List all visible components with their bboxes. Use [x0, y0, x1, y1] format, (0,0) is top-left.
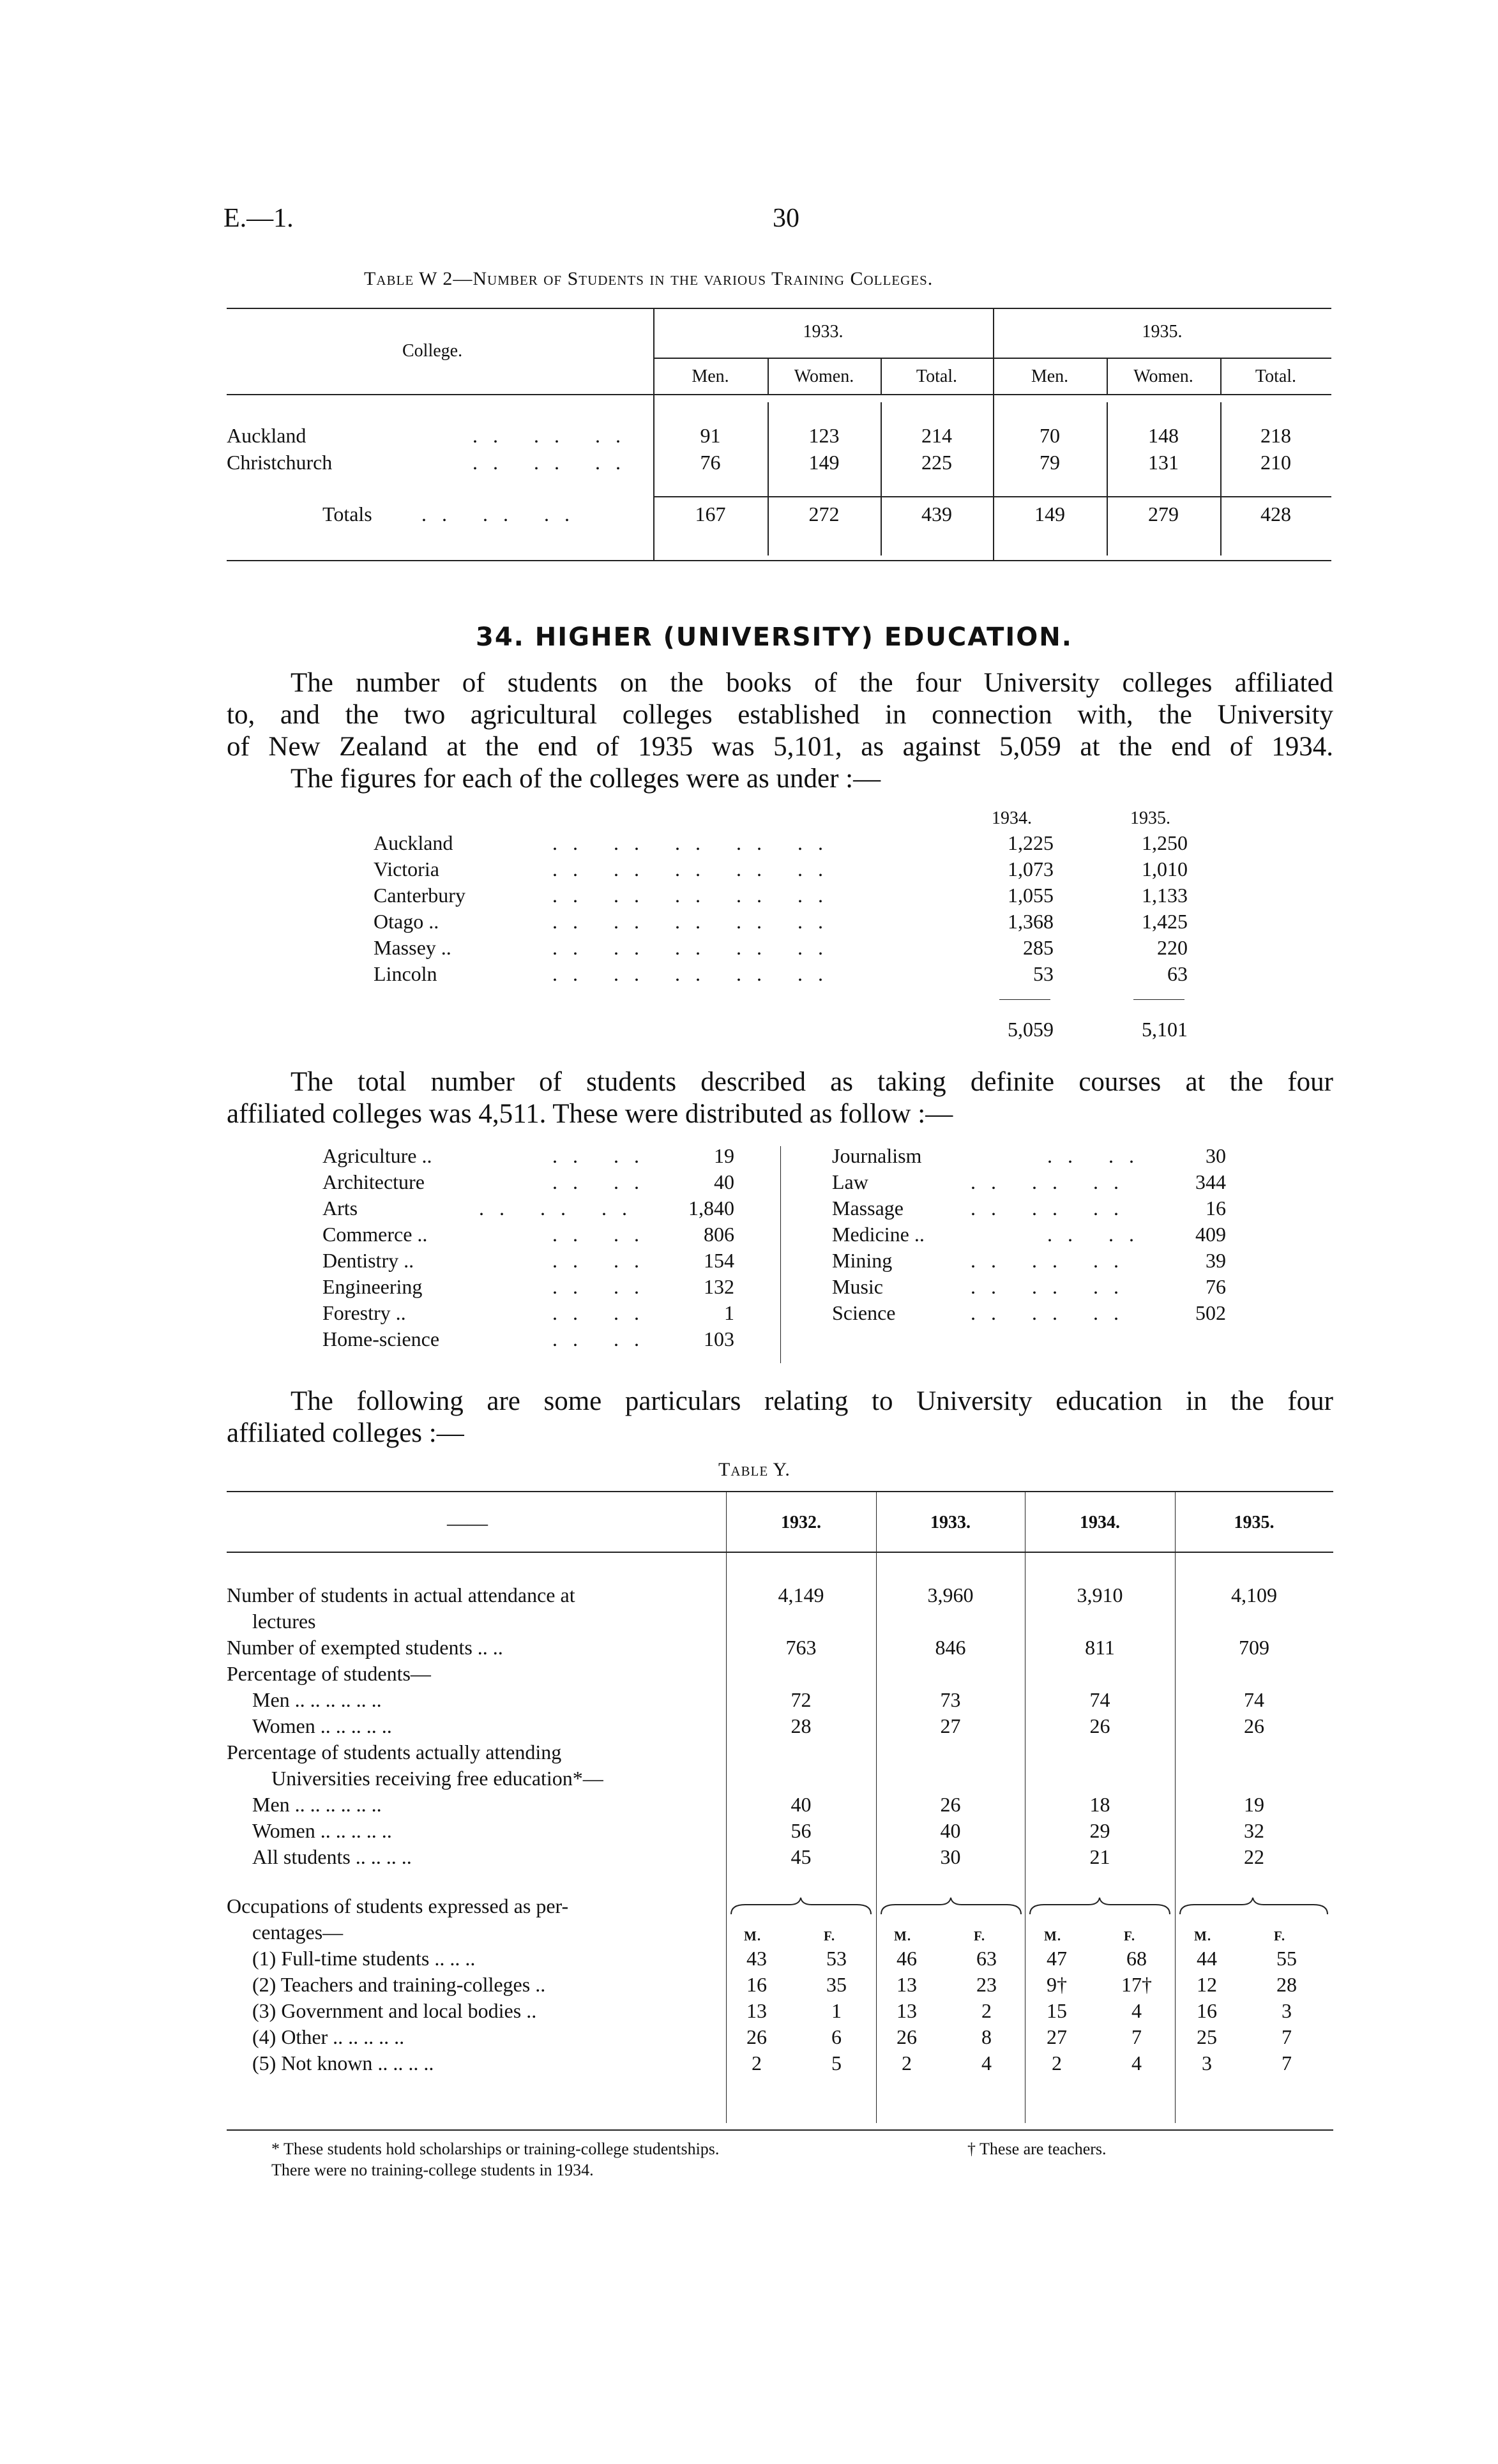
- row-leader: .. .. ..: [473, 424, 636, 447]
- subhead: Total.: [916, 367, 958, 386]
- row-leader: .. .. .. .. ..: [552, 936, 838, 959]
- college-value-1934: 285: [1023, 936, 1054, 959]
- row-leader: .. .. ..: [971, 1197, 1134, 1220]
- paragraph-2: [227, 1066, 1333, 1130]
- cell-value: 2: [902, 2052, 912, 2075]
- cell-value: 74: [1244, 1688, 1264, 1711]
- cell-value: 4,109: [1231, 1583, 1277, 1606]
- row-leader: .. ..: [552, 1223, 654, 1246]
- cell-value: 16: [1197, 1999, 1217, 2022]
- course-value: 409: [1195, 1223, 1226, 1246]
- college-name: Auckland: [374, 831, 453, 854]
- row-label: Universities receiving free education*—: [271, 1767, 603, 1790]
- cell-value: 30: [940, 1845, 961, 1868]
- footnote-star-2: There were no training-college students in 1934.: [271, 2161, 594, 2179]
- cell-value: 44: [1197, 1947, 1217, 1970]
- cell-value: 4: [981, 2052, 992, 2075]
- cell-value: 68: [1126, 1947, 1147, 1970]
- college-value-1934: 1,225: [1008, 831, 1054, 854]
- course-name: Dentistry ..: [322, 1249, 414, 1272]
- cell-value: 21: [1089, 1845, 1110, 1868]
- course-name: Forestry ..: [322, 1301, 406, 1324]
- course-name: Agriculture ..: [322, 1144, 432, 1167]
- course-name: Commerce ..: [322, 1223, 428, 1246]
- year-header: 1934.: [1080, 1513, 1120, 1532]
- cell-value: 4: [1131, 1999, 1142, 2022]
- mf-label: M.: [1194, 1928, 1212, 1944]
- cell-value: 26: [1089, 1714, 1110, 1737]
- cell-value: 19: [1244, 1793, 1264, 1816]
- occupations-label: centages—: [252, 1921, 344, 1944]
- section-heading: 34. HIGHER (UNIVERSITY) EDUCATION.: [476, 623, 1073, 652]
- cell-value: 40: [940, 1819, 961, 1842]
- college-header: College.: [402, 341, 463, 361]
- college-name: Otago ..: [374, 910, 439, 933]
- row-label: Women .. .. .. .. ..: [252, 1819, 392, 1842]
- college-value-1934: 1,073: [1008, 858, 1054, 881]
- paragraph-line: affiliated colleges was 4,511. These were distributed as follow :—: [227, 1099, 953, 1129]
- mf-brace-group: [726, 1895, 1333, 1921]
- paragraph-line: of New Zealand at the end of 1935 was 5,101, as against 5,059 at the end of 1934.: [227, 732, 1333, 762]
- course-value: 30: [1206, 1144, 1226, 1167]
- cell-value: 26: [897, 2025, 917, 2048]
- corner-dash: ——: [447, 1511, 488, 1534]
- cell-value: 76: [700, 451, 721, 474]
- cell-value: 72: [791, 1688, 812, 1711]
- cell-value: 3: [1282, 1999, 1292, 2022]
- row-leader: .. .. .. .. ..: [552, 884, 838, 907]
- mf-label: F.: [974, 1928, 986, 1944]
- cell-value: 167: [695, 503, 726, 525]
- row-label: Totals: [322, 503, 372, 525]
- cell-value: 55: [1276, 1947, 1297, 1970]
- cell-value: 149: [808, 451, 840, 474]
- paragraph-line: affiliated colleges :—: [227, 1418, 464, 1448]
- row-leader: .. ..: [1047, 1223, 1149, 1246]
- mf-label: M.: [1044, 1928, 1062, 1944]
- cell-value: 26: [940, 1793, 961, 1816]
- colleges-total-1934: 5,059: [1008, 1018, 1054, 1041]
- year-header: 1935.: [1234, 1513, 1275, 1532]
- paragraph-1: [227, 667, 1333, 795]
- college-name: Victoria: [374, 858, 439, 881]
- cell-value: 79: [1040, 451, 1060, 474]
- college-name: Canterbury: [374, 884, 465, 907]
- year-header-1933: 1933.: [803, 322, 844, 342]
- cell-value: 26: [746, 2025, 767, 2048]
- cell-value: 29: [1089, 1819, 1110, 1842]
- cell-value: 43: [746, 1947, 767, 1970]
- course-value: 16: [1206, 1197, 1226, 1220]
- cell-value: 46: [897, 1947, 917, 1970]
- cell-value: 763: [785, 1636, 817, 1659]
- footnote-dagger: † These are teachers.: [967, 2140, 1107, 2158]
- footnote-star: * These students hold scholarships or training-college studentships.: [271, 2140, 720, 2158]
- cell-value: 12: [1197, 1973, 1217, 1996]
- occupation-label: (3) Government and local bodies ..: [252, 1999, 537, 2022]
- year-header-1934: 1934.: [992, 808, 1032, 828]
- cell-value: 18: [1089, 1793, 1110, 1816]
- row-leader: .. ..: [552, 1275, 654, 1298]
- cell-value: 27: [940, 1714, 961, 1737]
- row-leader: .. .. ..: [473, 451, 636, 474]
- college-value-1935: 220: [1157, 936, 1188, 959]
- cell-value: 35: [826, 1973, 847, 1996]
- year-header: 1933.: [930, 1513, 971, 1532]
- college-value-1935: 1,425: [1142, 910, 1188, 933]
- row-leader: .. .. ..: [421, 503, 585, 525]
- row-label: Number of students in actual attendance at: [227, 1583, 575, 1606]
- occupation-label: (5) Not known .. .. .. ..: [252, 2052, 434, 2075]
- subhead: Men.: [692, 367, 729, 386]
- cell-value: 7: [1282, 2052, 1292, 2075]
- course-value: 19: [714, 1144, 734, 1167]
- table-w2-caption: Table W 2—Number of Students in the various Training Colleges.: [364, 268, 934, 289]
- cell-value: 3,960: [927, 1583, 974, 1606]
- occupation-label: (1) Full-time students .. .. ..: [252, 1947, 476, 1970]
- colleges-total-1935: 5,101: [1142, 1018, 1188, 1041]
- college-value-1934: 1,368: [1008, 910, 1054, 933]
- cell-value: 272: [808, 503, 840, 525]
- cell-value: 91: [700, 424, 721, 447]
- cell-value: 45: [791, 1845, 812, 1868]
- year-header-1935: 1935.: [1142, 322, 1183, 342]
- college-value-1934: 1,055: [1008, 884, 1054, 907]
- cell-value: 811: [1085, 1636, 1115, 1659]
- cell-value: 210: [1260, 451, 1291, 474]
- cell-value: 428: [1260, 503, 1291, 525]
- row-label: Christchurch: [227, 451, 333, 474]
- cell-value: 26: [1244, 1714, 1264, 1737]
- cell-value: 439: [921, 503, 952, 525]
- subhead: Total.: [1255, 367, 1297, 386]
- row-label: All students .. .. .. ..: [252, 1845, 412, 1868]
- cell-value: 63: [976, 1947, 997, 1970]
- cell-value: 17†: [1121, 1973, 1152, 1996]
- section-code: E.—1.: [223, 204, 294, 233]
- cell-value: 131: [1148, 451, 1179, 474]
- cell-value: 16: [746, 1973, 767, 1996]
- course-name: Engineering: [322, 1275, 423, 1298]
- paragraph-3: [227, 1386, 1333, 1449]
- mf-label: M.: [894, 1928, 912, 1944]
- cell-value: 8: [981, 2025, 992, 2048]
- row-label: Percentage of students actually attending: [227, 1741, 562, 1764]
- cell-value: 56: [791, 1819, 812, 1842]
- course-name: Medicine ..: [832, 1223, 925, 1246]
- college-name: Massey ..: [374, 936, 451, 959]
- mf-label: F.: [824, 1928, 836, 1944]
- row-leader: .. ..: [552, 1144, 654, 1167]
- cell-value: 1: [831, 1999, 842, 2022]
- course-value: 39: [1206, 1249, 1226, 1272]
- row-leader: .. .. .. .. ..: [552, 858, 838, 881]
- year-header: 1932.: [781, 1513, 821, 1532]
- course-name: Law: [832, 1170, 868, 1193]
- cell-value: 23: [976, 1973, 997, 1996]
- cell-value: 5: [831, 2052, 842, 2075]
- course-name: Music: [832, 1275, 883, 1298]
- cell-value: 53: [826, 1947, 847, 1970]
- course-value: 40: [714, 1170, 734, 1193]
- course-name: Arts: [322, 1197, 358, 1220]
- row-leader: .. .. ..: [971, 1249, 1134, 1272]
- college-value-1935: 1,250: [1142, 831, 1188, 854]
- subhead: Men.: [1031, 367, 1069, 386]
- course-value: 344: [1195, 1170, 1226, 1193]
- course-name: Home-science: [322, 1327, 440, 1350]
- cell-value: 25: [1197, 2025, 1217, 2048]
- cell-value: 7: [1131, 2025, 1142, 2048]
- course-value: 1: [724, 1301, 734, 1324]
- paragraph-line: The following are some particulars relating to University education in the four: [291, 1386, 1333, 1416]
- course-name: Science: [832, 1301, 896, 1324]
- cell-value: 846: [935, 1636, 966, 1659]
- cell-value: 32: [1244, 1819, 1264, 1842]
- row-label: Number of exempted students .. ..: [227, 1636, 503, 1659]
- row-label: Percentage of students—: [227, 1662, 431, 1685]
- row-leader: .. .. ..: [971, 1170, 1134, 1193]
- occupation-label: (2) Teachers and training-colleges ..: [252, 1973, 546, 1996]
- course-value: 806: [704, 1223, 734, 1246]
- row-leader: .. .. .. .. ..: [552, 910, 838, 933]
- row-label: Men .. .. .. .. .. ..: [252, 1793, 382, 1816]
- cell-value: 28: [1276, 1973, 1297, 1996]
- paragraph-line: The total number of students described as taking definite courses at the four: [291, 1067, 1333, 1097]
- course-value: 1,840: [688, 1197, 734, 1220]
- cell-value: 2: [981, 1999, 992, 2022]
- mf-label: M.: [744, 1928, 762, 1944]
- cell-value: 73: [940, 1688, 961, 1711]
- course-name: Architecture: [322, 1170, 425, 1193]
- row-leader: .. ..: [552, 1170, 654, 1193]
- row-label: Men .. .. .. .. .. ..: [252, 1688, 382, 1711]
- row-leader: .. ..: [552, 1249, 654, 1272]
- cell-value: 13: [746, 1999, 767, 2022]
- paragraph-line: to, and the two agricultural colleges established in connection with, the University: [227, 700, 1333, 730]
- course-name: Massage: [832, 1197, 904, 1220]
- subhead: Women.: [1133, 367, 1193, 386]
- cell-value: 22: [1244, 1845, 1264, 1868]
- cell-value: 40: [791, 1793, 812, 1816]
- cell-value: 7: [1282, 2025, 1292, 2048]
- cell-value: 47: [1047, 1947, 1067, 1970]
- cell-value: 15: [1047, 1999, 1067, 2022]
- mf-label: F.: [1124, 1928, 1136, 1944]
- occupations-label: Occupations of students expressed as per-: [227, 1894, 569, 1917]
- row-leader: .. ..: [552, 1327, 654, 1350]
- college-value-1935: 1,010: [1142, 858, 1188, 881]
- cell-value: 4: [1131, 2052, 1142, 2075]
- subhead: Women.: [794, 367, 854, 386]
- cell-value: 3: [1202, 2052, 1212, 2075]
- college-value-1934: 53: [1033, 962, 1054, 985]
- row-leader: .. .. ..: [971, 1301, 1134, 1324]
- course-value: 132: [704, 1275, 734, 1298]
- course-value: 103: [704, 1327, 734, 1350]
- page-number: 30: [773, 204, 799, 233]
- college-value-1935: 1,133: [1142, 884, 1188, 907]
- cell-value: 214: [921, 424, 952, 447]
- row-leader: .. .. .. .. ..: [552, 962, 838, 985]
- paragraph-line: The figures for each of the colleges were as under :—: [291, 764, 881, 794]
- cell-value: 279: [1148, 503, 1179, 525]
- row-label: Auckland: [227, 424, 306, 447]
- cell-value: 9†: [1047, 1973, 1067, 1996]
- college-name: Lincoln: [374, 962, 437, 985]
- cell-value: 123: [808, 424, 840, 447]
- year-header-1935: 1935.: [1130, 808, 1170, 828]
- cell-value: 13: [897, 1999, 917, 2022]
- cell-value: 148: [1148, 424, 1179, 447]
- row-leader: .. ..: [1047, 1144, 1149, 1167]
- cell-value: 2: [1052, 2052, 1062, 2075]
- cell-value: 6: [831, 2025, 842, 2048]
- course-name: Mining: [832, 1249, 893, 1272]
- cell-value: 27: [1047, 2025, 1067, 2048]
- row-leader: .. ..: [552, 1301, 654, 1324]
- college-value-1935: 63: [1167, 962, 1188, 985]
- paragraph-line: The number of students on the books of the four University colleges affiliated: [291, 668, 1333, 698]
- table-y-caption: Table Y.: [718, 1459, 791, 1480]
- cell-value: 3,910: [1077, 1583, 1123, 1606]
- cell-value: 709: [1239, 1636, 1269, 1659]
- row-leader: .. .. ..: [971, 1275, 1134, 1298]
- cell-value: 4,149: [778, 1583, 824, 1606]
- course-value: 154: [704, 1249, 734, 1272]
- row-label: Women .. .. .. .. ..: [252, 1714, 392, 1737]
- course-name: Journalism: [832, 1144, 922, 1167]
- row-label: lectures: [252, 1610, 316, 1633]
- cell-value: 225: [921, 451, 952, 474]
- cell-value: 74: [1089, 1688, 1110, 1711]
- cell-value: 2: [752, 2052, 762, 2075]
- course-value: 76: [1206, 1275, 1226, 1298]
- mf-label: F.: [1274, 1928, 1286, 1944]
- row-leader: .. .. .. .. ..: [552, 831, 838, 854]
- course-value: 502: [1195, 1301, 1226, 1324]
- cell-value: 70: [1040, 424, 1060, 447]
- cell-value: 13: [897, 1973, 917, 1996]
- cell-value: 149: [1034, 503, 1065, 525]
- cell-value: 218: [1260, 424, 1291, 447]
- cell-value: 28: [791, 1714, 812, 1737]
- occupation-label: (4) Other .. .. .. .. ..: [252, 2025, 405, 2048]
- row-leader: .. .. ..: [479, 1197, 642, 1220]
